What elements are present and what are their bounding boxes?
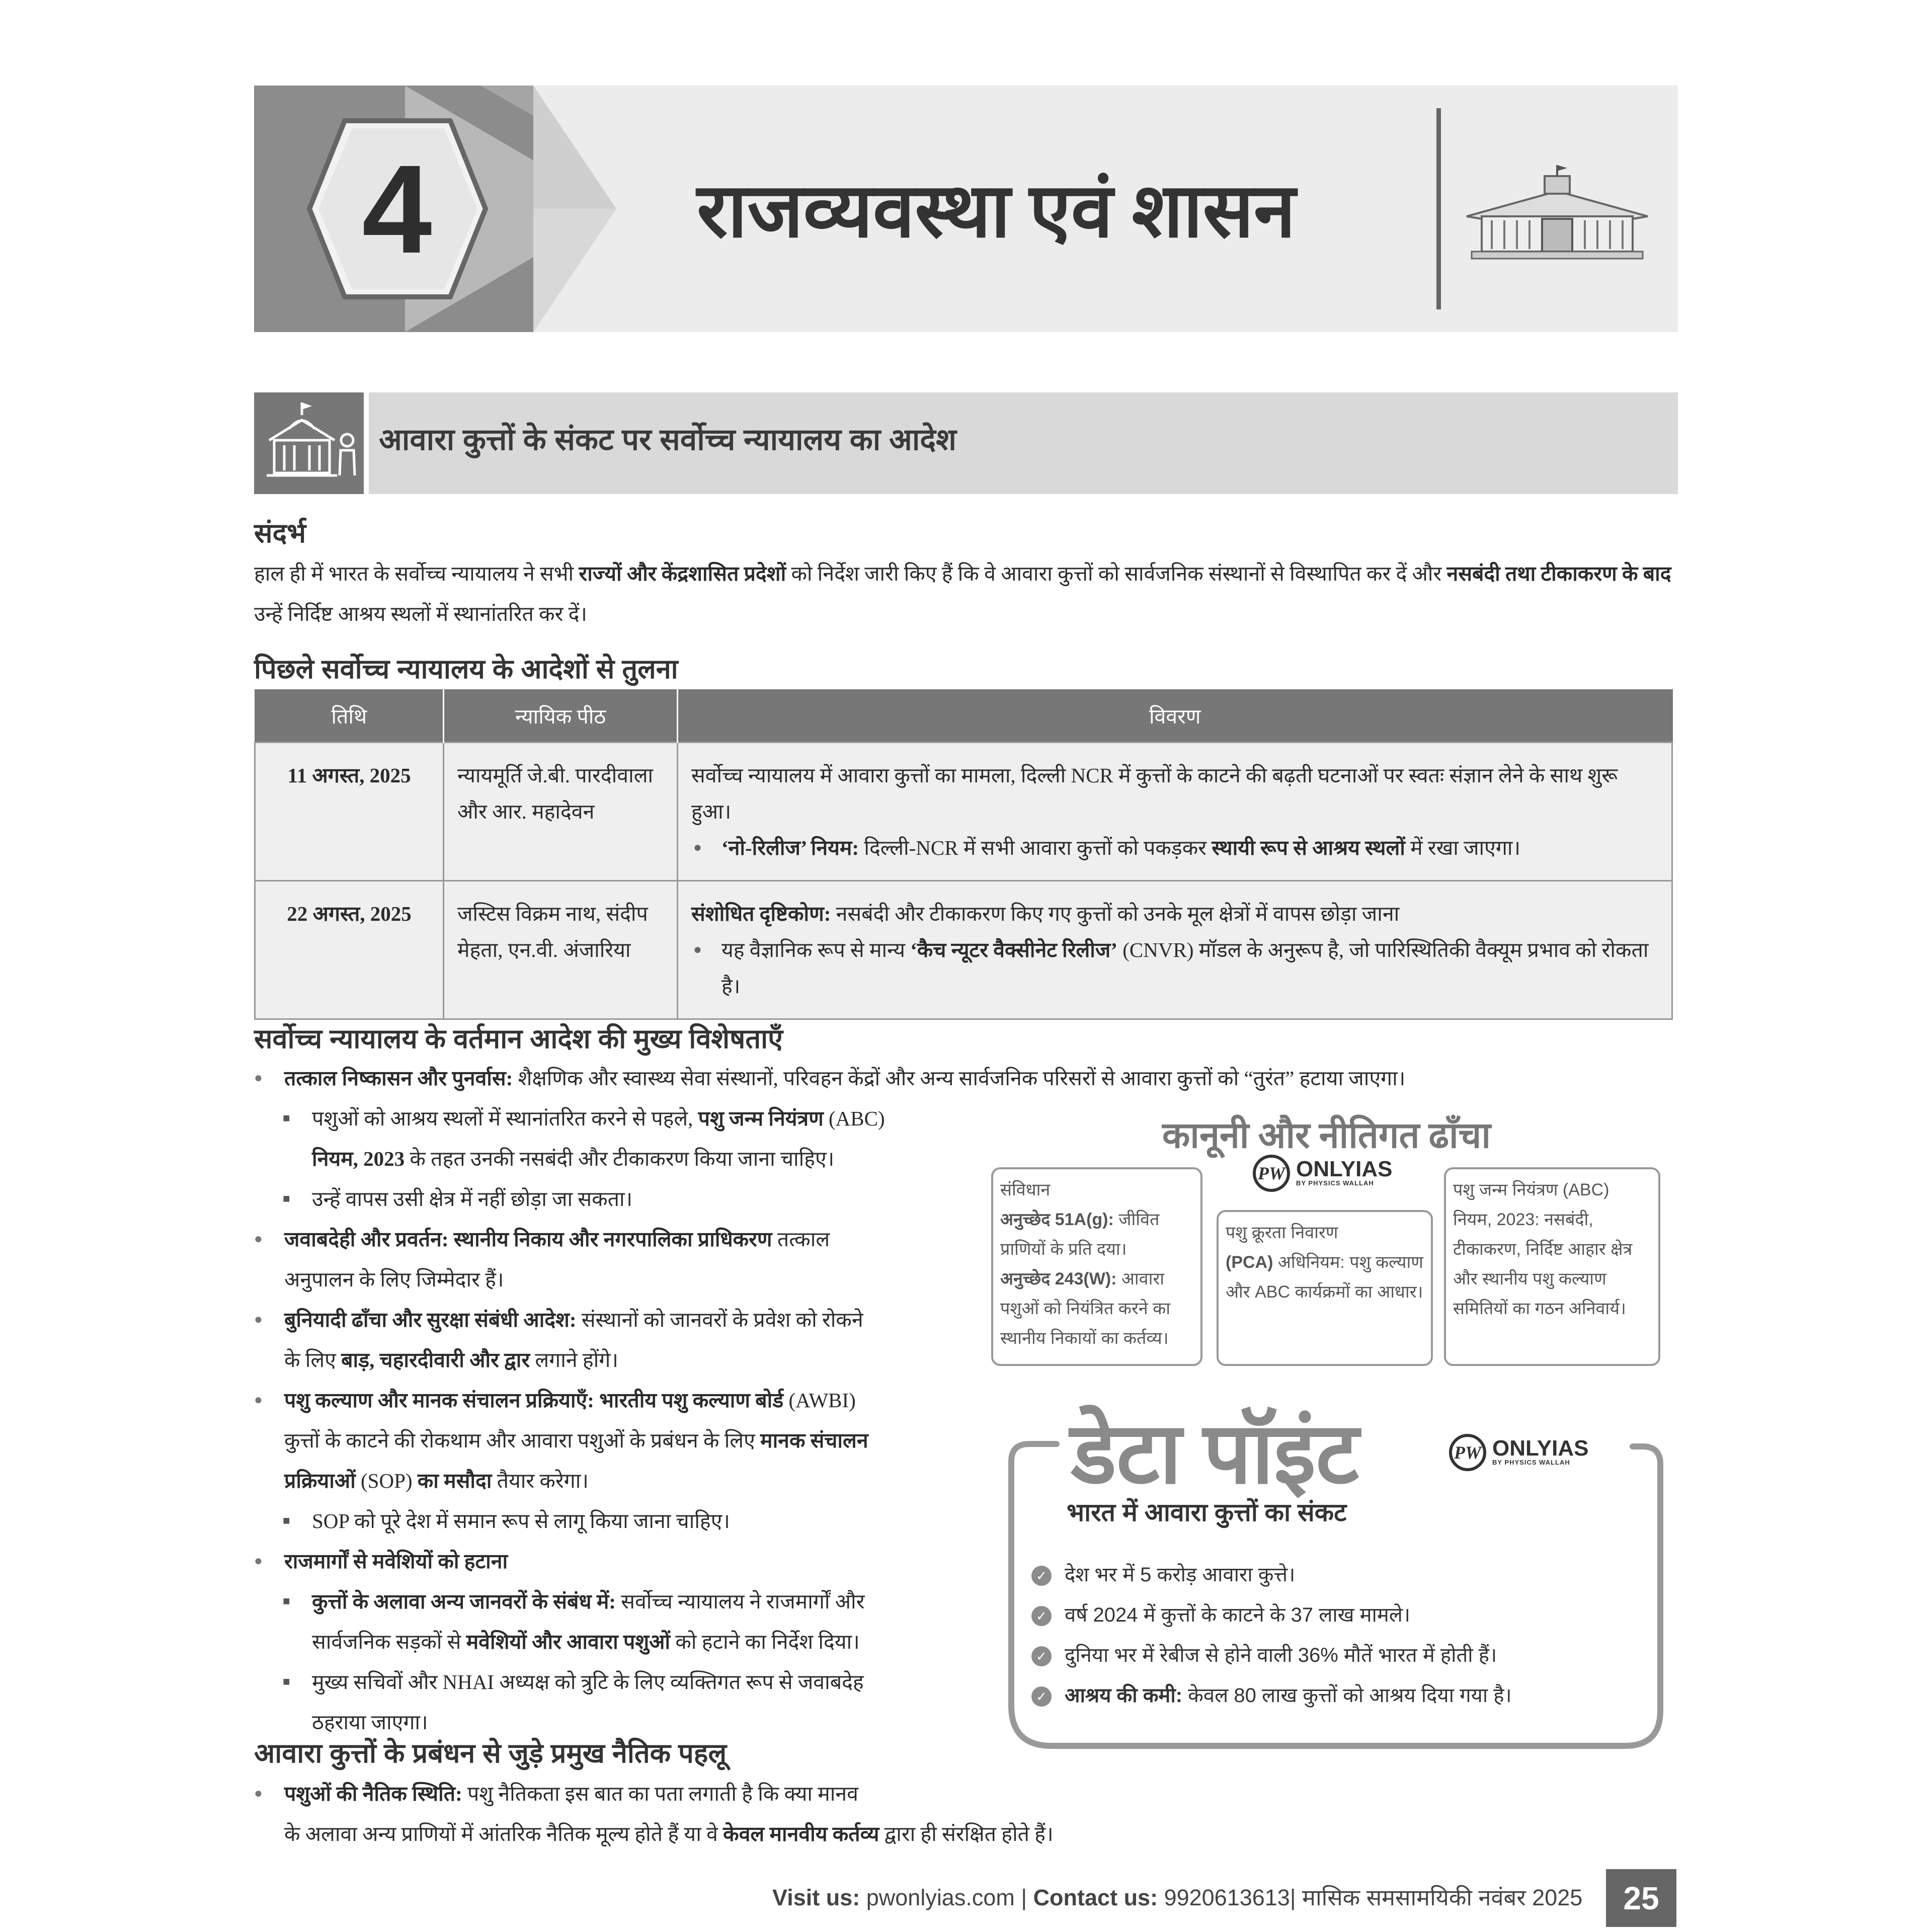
feature-subitem-no-release: [283, 1179, 956, 1219]
sub-text: के तहत उनकी नसबंदी और टीकाकरण किया जाना चाहिए।: [405, 1147, 835, 1170]
context-paragraph: [254, 553, 1678, 634]
footer-separator: |: [1014, 1885, 1033, 1910]
table-cell-description: [678, 743, 1672, 881]
feature-text: के लिए: [284, 1348, 342, 1372]
data-point-title: डेटा पॉइंट: [1062, 1391, 1368, 1508]
feature-text: कुत्तों के काटने की रोकथाम और आवारा पशुओं के प्रबंधन के लिए: [284, 1429, 761, 1452]
feature-bold: बुनियादी ढाँचा और सुरक्षा संबंधी आदेश:: [284, 1308, 577, 1331]
bullet-dot: ●: [254, 1392, 263, 1408]
chapter-banner: [254, 86, 1678, 332]
logo-text: [1296, 1159, 1393, 1187]
feature-bold: पशु कल्याण और मानक संचालन प्रक्रियाएँ: भारतीय पशु कल्याण बोर्ड: [284, 1389, 784, 1412]
box-text: जीवित प्राणियों के प्रति दया।: [1000, 1210, 1160, 1259]
context-text-1: हाल ही में भारत के सर्वोच्च न्यायालय ने सभी: [254, 562, 579, 585]
legal-framework-infographic: [991, 1107, 1665, 1369]
description-bullet: [691, 830, 1658, 866]
description-bold: संशोधित दृष्टिकोण:: [691, 902, 831, 925]
bullet-dot: ●: [254, 1312, 263, 1327]
bullet-text: यह वैज्ञानिक रूप से मान्य: [721, 938, 911, 961]
check-icon: ✓: [1031, 1606, 1052, 1626]
logo-subtext: BY PHYSICS WALLAH: [1492, 1459, 1570, 1466]
court-building-icon: [254, 392, 364, 494]
logo-subtext: BY PHYSICS WALLAH: [1296, 1179, 1374, 1187]
context-bold-2: नसबंदी तथा टीकाकरण के बाद: [1446, 562, 1671, 585]
onlyias-logo: [1253, 1155, 1393, 1192]
bullet-square: ■: [283, 1112, 290, 1125]
bullet-dot: ●: [254, 1070, 263, 1086]
logo-text: [1492, 1438, 1589, 1467]
description-text: [691, 896, 1658, 932]
data-point-text: देश भर में 5 करोड़ आवारा कुत्ते।: [1065, 1564, 1296, 1586]
description-span: नसबंदी और टीकाकरण किए गए कुत्तों को उनके मूल क्षेत्रों में वापस छोड़ा जाना: [831, 902, 1400, 925]
footer-visit-label: Visit us:: [772, 1885, 860, 1910]
feature-item-infrastructure: [254, 1300, 969, 1380]
feature-bold: राजमार्गों से मवेशियों को हटाना: [284, 1550, 508, 1573]
box-heading: संविधान: [1000, 1180, 1051, 1199]
footer: [772, 1882, 1582, 1912]
data-point-text: केवल 80 लाख कुत्तों को आश्रय दिया गया है।: [1182, 1684, 1512, 1707]
column-header-description: विवरण: [678, 690, 1672, 743]
pw-logo-icon: PW: [1449, 1434, 1486, 1471]
box-text: पशु क्रूरता निवारण: [1226, 1223, 1338, 1242]
feature-text: तत्काल: [772, 1228, 830, 1251]
table-cell-description: [678, 881, 1672, 1019]
context-text-3: उन्हें निर्दिष्ट आश्रय स्थलों में स्थानांतरित कर दें।: [254, 602, 587, 625]
column-header-bench: न्यायिक पीठ: [444, 690, 678, 743]
bullet-bold: स्थायी रूप से आश्रय स्थलों: [1212, 836, 1405, 859]
ethics-text: के अलावा अन्य प्राणियों में आंतरिक नैतिक मूल्य होते हैं या वे: [284, 1822, 723, 1845]
bullet-square: ■: [283, 1192, 290, 1205]
feature-bold: तत्काल निष्कासन और पुनर्वास:: [284, 1067, 513, 1090]
banner-divider: [1436, 108, 1441, 309]
data-point-text: वर्ष 2024 में कुत्तों के काटने के 37 लाख मामले।: [1065, 1604, 1411, 1626]
sub-text: सार्वजनिक सड़कों से: [312, 1630, 466, 1653]
footer-contact-label: Contact us:: [1033, 1885, 1158, 1910]
sub-text: को हटाने का निर्देश दिया।: [670, 1630, 860, 1653]
sub-bold: पशु जन्म नियंत्रण: [698, 1107, 824, 1130]
parliament-building-icon: [1462, 161, 1653, 272]
chapter-number: 4: [362, 138, 432, 279]
framework-title: कानूनी और नीतिगत ढाँचा: [1162, 1115, 1491, 1156]
table-cell-date: 22 अगस्त, 2025: [255, 881, 444, 1019]
ethics-heading: आवारा कुत्तों के प्रबंधन से जुड़े प्रमुख नैतिक पहलू: [254, 1738, 727, 1768]
check-icon: ✓: [1031, 1686, 1052, 1707]
feature-bold: जवाबदेही और प्रवर्तन: स्थानीय निकाय और नगरपालिका प्राधिकरण: [284, 1228, 772, 1251]
feature-item-animal-welfare: [254, 1380, 969, 1501]
ethics-text: पशु नैतिकता इस बात का पता लगाती है कि क्या मानव: [462, 1782, 858, 1805]
box-bold: अनुच्छेद 243(W):: [1000, 1269, 1117, 1289]
data-point-item: [1031, 1640, 1497, 1668]
section-title: आवारा कुत्तों के संकट पर सर्वोच्च न्यायालय का आदेश: [379, 423, 956, 456]
table-row: [255, 881, 1672, 1019]
comparison-heading: पिछले सर्वोच्च न्यायालय के आदेशों से तुलना: [254, 654, 678, 684]
column-header-date: तिथि: [255, 690, 444, 743]
data-point-box: [1006, 1399, 1665, 1751]
check-icon: ✓: [1031, 1646, 1052, 1666]
data-point-item: [1031, 1560, 1295, 1587]
table-cell-bench: जस्टिस विक्रम नाथ, संदीप मेहता, एन.वी. अंजारिया: [444, 881, 678, 1019]
sub-text: SOP को पूरे देश में समान रूप से लागू किया जाना चाहिए।: [312, 1509, 730, 1533]
feature-bold: बाड़, चहारदीवारी और द्वार: [341, 1348, 530, 1372]
box-text: पशु जन्म नियंत्रण (ABC) नियम, 2023: नसबंदी, टीकाकरण, निर्दिष्ट आहार क्षेत्र और स्थानीय पशु कल्याण समितियों का गठन अनिवार्य।: [1453, 1180, 1633, 1318]
sub-bold: नियम, 2023: [312, 1147, 405, 1170]
bullet-dot: ●: [254, 1786, 263, 1801]
logo-name: ONLYIAS: [1492, 1436, 1589, 1461]
footer-website-link[interactable]: pwonlyias.com: [860, 1885, 1015, 1910]
ethics-item-moral-status: [254, 1774, 1291, 1854]
page-number: 25: [1606, 1869, 1676, 1927]
ethics-bold: पशुओं की नैतिक स्थिति:: [284, 1782, 462, 1805]
sub-text: पशुओं को आश्रय स्थलों में स्थानांतरित करने से पहले,: [312, 1107, 698, 1130]
comparison-table: [254, 689, 1673, 1020]
box-item: [1226, 1218, 1424, 1307]
bullet-text: में रखा जाएगा।: [1405, 836, 1521, 859]
sub-text: (ABC): [823, 1107, 885, 1130]
box-bold: अनुच्छेद 51A(g):: [1000, 1210, 1114, 1229]
section-header: [254, 392, 1678, 494]
feature-text: संस्थानों को जानवरों के प्रवेश को रोकने: [576, 1308, 863, 1331]
framework-box-pca-act: [1217, 1210, 1433, 1366]
chapter-title: राजव्यवस्था एवं शासन: [697, 170, 1296, 253]
data-point-subtitle: भारत में आवारा कुत्तों का संकट: [1067, 1498, 1347, 1526]
feature-subitem-sop: [283, 1501, 956, 1541]
sub-text: ठहराया जाएगा।: [312, 1711, 428, 1734]
feature-subitem-other-animals: [283, 1581, 956, 1662]
table-row: [255, 743, 1672, 881]
bullet-dot: ●: [254, 1553, 263, 1569]
feature-item-removal: [254, 1058, 1678, 1098]
sub-bold: कुत्तों के अलावा अन्य जानवरों के संबंध में:: [312, 1590, 616, 1613]
sub-bold: मवेशियों और आवारा पशुओं: [466, 1630, 671, 1653]
feature-text: तैयार करेगा।: [492, 1469, 589, 1492]
bullet-square: ■: [283, 1595, 290, 1608]
bullet-square: ■: [283, 1514, 290, 1527]
feature-item-accountability: [254, 1219, 969, 1300]
feature-bold: का मसौदा: [417, 1469, 492, 1492]
data-point-item: [1031, 1600, 1410, 1628]
feature-item-highways: [254, 1541, 969, 1581]
features-heading: सर्वोच्च न्यायालय के वर्तमान आदेश की मुख्य विशेषताएँ: [254, 1024, 783, 1054]
table-cell-bench: न्यायमूर्ति जे.बी. पारदीवाला और आर. महादेवन: [444, 743, 678, 881]
framework-box-abc-rules: [1444, 1167, 1660, 1366]
box-bold: (PCA): [1226, 1253, 1273, 1272]
bullet-bold: ‘नो-रिलीज’ नियम:: [721, 836, 859, 859]
data-point-text: दुनिया भर में रेबीज से होने वाली 36% मौतें भारत में होती हैं।: [1065, 1644, 1497, 1666]
ethics-bold: केवल मानवीय कर्तव्य: [723, 1822, 879, 1845]
box-text: आवारा पशुओं को नियंत्रित करने का स्थानीय निकायों का कर्तव्य।: [1000, 1269, 1171, 1348]
feature-text: (AWBI): [783, 1389, 856, 1412]
table-header-row: [255, 690, 1672, 743]
box-item: [1000, 1205, 1193, 1264]
context-bold-1: राज्यों और केंद्रशासित प्रदेशों: [579, 562, 786, 585]
bullet-square: ■: [283, 1675, 290, 1688]
bullet-text: दिल्ली-NCR में सभी आवारा कुत्तों को पकड़कर: [859, 836, 1212, 859]
bullet-dot: ●: [254, 1231, 263, 1247]
data-point-item: [1031, 1680, 1512, 1708]
bullet-bold: ‘कैच न्यूटर वैक्सीनेट रिलीज’: [910, 938, 1117, 961]
footer-separator: |: [1290, 1885, 1303, 1910]
feature-subitem-abc: [283, 1098, 956, 1179]
section-icon-box: [254, 392, 364, 494]
footer-magazine-name: मासिक समसामयिकी नवंबर 2025: [1302, 1885, 1583, 1910]
framework-box-constitution: [991, 1167, 1202, 1366]
description-bullet: [691, 932, 1658, 1004]
sub-text: उन्हें वापस उसी क्षेत्र में नहीं छोड़ा जा सकता।: [312, 1187, 633, 1211]
box-item: [1000, 1264, 1193, 1353]
sub-text: सर्वोच्च न्यायालय ने राजमार्गों और: [616, 1590, 865, 1613]
pw-logo-icon: PW: [1253, 1155, 1290, 1192]
context-text-2: को निर्देश जारी किए हैं कि वे आवारा कुत्तों को सार्वजनिक संस्थानों से विस्थापित कर दें और: [786, 562, 1447, 585]
logo-name: ONLYIAS: [1296, 1157, 1393, 1181]
section-title-bar: [369, 392, 1678, 494]
onlyias-logo: [1449, 1434, 1589, 1471]
description-text: सर्वोच्च न्यायालय में आवारा कुत्तों का मामला, दिल्ली NCR में कुत्तों के काटने की बढ़ती घटनाओं पर स्वतः संज्ञान लेने के साथ शुरू हुआ।: [691, 764, 1618, 823]
box-text: अधिनियम: पशु कल्याण और ABC कार्यक्रमों का आधार।: [1226, 1253, 1423, 1302]
feature-text: लगाने होंगे।: [530, 1348, 618, 1372]
feature-text: (SOP): [355, 1469, 418, 1492]
footer-contact-number: 9920613613: [1158, 1885, 1290, 1910]
feature-bold: मानक संचालन: [760, 1429, 868, 1452]
context-heading: संदर्भ: [254, 518, 306, 548]
data-point-bold: आश्रय की कमी:: [1065, 1684, 1183, 1707]
feature-text: शैक्षणिक और स्वास्थ्य सेवा संस्थानों, परिवहन केंद्रों और अन्य सार्वजनिक परिसरों से आवारा कुत्तों को “तुरंत” हटाया जाएगा।: [513, 1067, 1406, 1090]
feature-subitem-nhai: [283, 1662, 956, 1742]
ethics-text: द्वारा ही संरक्षित होते हैं।: [879, 1822, 1054, 1845]
feature-text: अनुपालन के लिए जिम्मेदार हैं।: [284, 1268, 504, 1291]
feature-bold: प्रक्रियाओं: [284, 1469, 356, 1492]
sub-text: मुख्य सचिवों और NHAI अध्यक्ष को त्रुटि के लिए व्यक्तिगत रूप से जवाबदेह: [312, 1670, 864, 1694]
table-cell-date: 11 अगस्त, 2025: [255, 743, 444, 881]
bullet-text: (CNVR) मॉडल के अनुरूप है, जो पारिस्थितिकी वैक्यूम प्रभाव को रोकता है।: [721, 938, 1649, 998]
check-icon: ✓: [1031, 1566, 1052, 1586]
